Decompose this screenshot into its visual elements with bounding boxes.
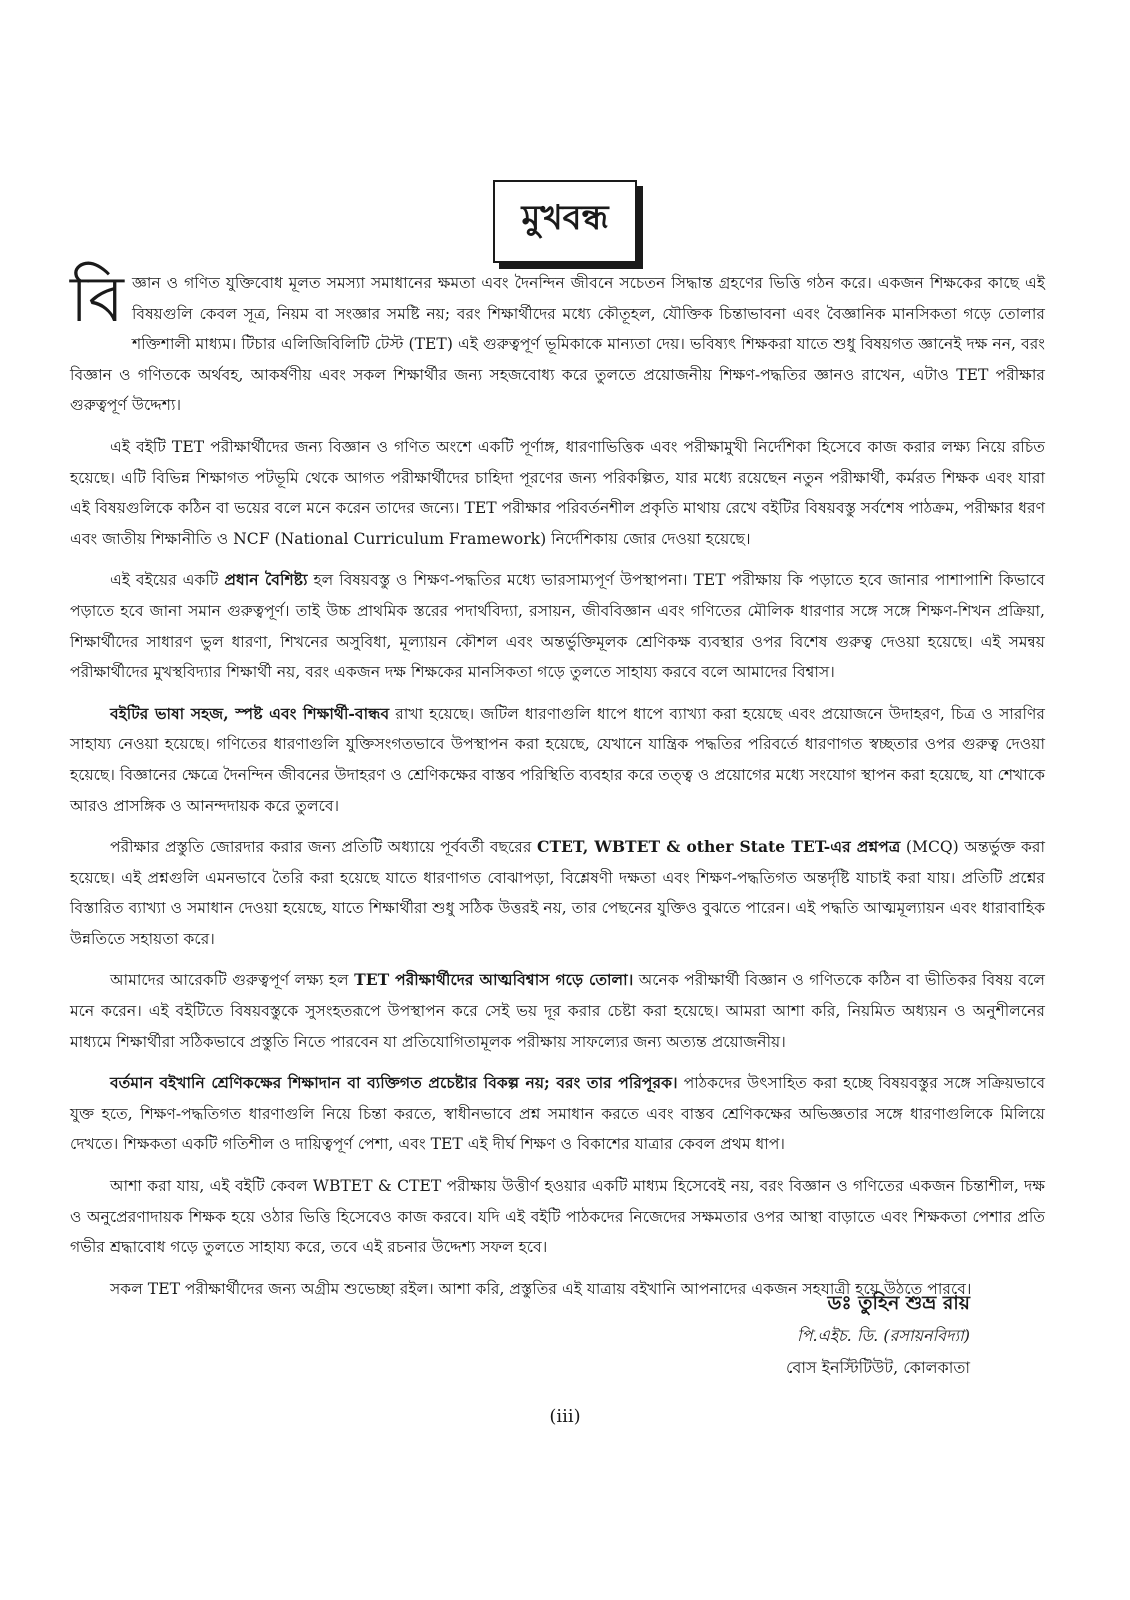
emphasis-text: প্রধান বৈশিষ্ট্য <box>224 570 308 590</box>
emphasis-text: বর্তমান বইখানি শ্রেণিকক্ষের শিক্ষাদান বা ব্যক্তিগত প্রচেষ্টার বিকল্প নয়; বরং তার পরিপূরক। <box>110 1073 678 1093</box>
paragraph-text: রাখা হয়েছে। জটিল ধারণাগুলি ধাপে ধাপে ব্যাখ্যা করা হয়েছে এবং প্রয়োজনে উদাহরণ, চিত্র ও সারণির সাহায্য নেওয়া হয়েছে। গণিতের ধারণাগুলি যুক্তিসংগতভাবে উপস্থাপন করা হয়েছে, যেখানে যান্ত্রিক পদ্ধতির পরিবর্তে ধারণাগত স্বচ্ছতার ওপর গুরুত্ব দেওয়া হয়েছে। বিজ্ঞানের ক্ষেত্রে দৈনন্দিন জীবনের উদাহরণ ও শ্রেণিকক্ষের বাস্তব পরিস্থিতি ব্যবহার করে তত্ত্ব ও প্রয়োগের মধ্যে সংযোগ স্থাপন করা হয়েছে, যা শেখাকে আরও প্রাসঙ্গিক ও আনন্দদায়ক করে তুলবে। <box>70 704 1045 815</box>
author-name: ডঃ তুহিন শুভ্র রায় <box>827 1292 970 1314</box>
paragraph <box>70 1068 1045 1160</box>
drop-cap: বি <box>70 263 124 337</box>
paragraph-text: সকল TET পরীক্ষার্থীদের জন্য অগ্রীম শুভেচ্ছা রইল। আশা করি, প্রস্তুতির এই যাত্রায় বইখানি আপনাদের একজন সহযাত্রী হয়ে উঠতে পারবে। <box>110 1279 972 1298</box>
paragraph <box>70 965 1045 1057</box>
page-number: (iii) <box>549 1406 581 1427</box>
author-institute: বোস ইনস্টিটিউট, কোলকাতা <box>785 1358 970 1377</box>
paragraph-text: পরীক্ষার প্রস্তুতি জোরদার করার জন্য প্রতিটি অধ্যায়ে পূর্ববর্তী বছরের <box>110 838 538 857</box>
paragraph-text: আমাদের আরেকটি গুরুত্বপূর্ণ লক্ষ্য হল <box>110 971 355 990</box>
paragraph-text: এই বইয়ের একটি <box>110 571 225 590</box>
paragraph-text: হল বিষয়বস্তু ও শিক্ষণ-পদ্ধতির মধ্যে ভারসাম্যপূর্ণ উপস্থাপনা। TET পরীক্ষায় কি পড়াতে হবে জানার পাশাপাশি কিভাবে পড়াতে হবে জানা সমান গুরুত্বপূর্ণ। তাই উচ্চ প্রাথমিক স্তরের পদার্থবিদ্যা, রসায়ন, জীববিজ্ঞান এবং গণিতের মৌলিক ধারণার সঙ্গে সঙ্গে শিক্ষণ-শিখন প্রক্রিয়া, শিক্ষার্থীদের সাধারণ ভুল ধারণা, শিখনের অসুবিধা, মূল্যায়ন কৌশল এবং অন্তর্ভুক্তিমূলক শ্রেণিকক্ষ ব্যবস্থার ওপর বিশেষ গুরুত্ব দেওয়া হয়েছে। এই সমন্বয় পরীক্ষার্থীদের মুখস্থবিদ্যার শিক্ষার্থী নয়, বরং একজন দক্ষ শিক্ষকের মানসিকতা গড়ে তুলতে সাহায্য করবে বলে আমাদের বিশ্বাস। <box>70 571 1045 682</box>
title-container <box>0 180 1130 263</box>
paragraph <box>70 263 1045 421</box>
emphasis-text: TET পরীক্ষার্থীদের আত্মবিশ্বাস গড়ে তোলা। <box>354 970 634 990</box>
paragraph-text: (MCQ) অন্তর্ভুক্ত করা হয়েছে। এই প্রশ্নগুলি এমনভাবে তৈরি করা হয়েছে যাতে ধারণাগত বোঝাপড়া, বিশ্লেষণী দক্ষতা এবং শিক্ষণ-পদ্ধতিগত অন্তর্দৃষ্টি যাচাই করা যায়। প্রতিটি প্রশ্নের বিস্তারিত ব্যাখ্যা ও সমাধান দেওয়া হয়েছে, যাতে শিক্ষার্থীরা শুধু সঠিক উত্তরই নয়, তার পেছনের যুক্তিও বুঝতে পারেন। এই পদ্ধতি আত্মমূল্যায়ন এবং ধারাবাহিক উন্নতিতে সহায়তা করে। <box>70 838 1045 948</box>
paragraph-text: জ্ঞান ও গণিত যুক্তিবোধ মূলত সমস্যা সমাধানের ক্ষমতা এবং দৈনন্দিন জীবনে সচেতন সিদ্ধান্ত গ্রহণের ভিত্তি গঠন করে। একজন শিক্ষকের কাছে এই বিষয়গুলি কেবল সূত্র, নিয়ম বা সংজ্ঞার সমষ্টি নয়; বরং শিক্ষার্থীদের মধ্যে কৌতূহল, যৌক্তিক চিন্তাভাবনা এবং বৈজ্ঞানিক মানসিকতা গড়ে তোলার শক্তিশালী মাধ্যম। টিচার এলিজিবিলিটি টেস্ট (TET) এই গুরুত্বপূর্ণ ভূমিকাকে মান্যতা দেয়। ভবিষ্যৎ শিক্ষকরা যাতে শুধু বিষয়গত জ্ঞানেই দক্ষ নন, বরং বিজ্ঞান ও গণিতকে অর্থবহ, আকর্ষণীয় এবং সকল শিক্ষার্থীর জন্য সহজবোধ্য করে তুলতে প্রয়োজনীয় শিক্ষণ-পদ্ধতির জ্ঞানও রাখেন, এটাও TET পরীক্ষার গুরুত্বপূর্ণ উদ্দেশ্য। <box>70 274 1045 415</box>
paragraph <box>70 565 1045 687</box>
author-degree: পি.এইচ. ডি. (রসায়নবিদ্যা) <box>797 1326 970 1345</box>
signature-block <box>786 1286 970 1384</box>
page-title: মুখবন্ধ <box>493 180 636 263</box>
paragraph-text: পাঠকদের উৎসাহিত করা হচ্ছে বিষয়বস্তুর সঙ্গে সক্রিয়ভাবে যুক্ত হতে, শিক্ষণ-পদ্ধতিগত ধারণাগুলি নিয়ে চিন্তা করতে, স্বাধীনভাবে প্রশ্ন সমাধান করতে এবং বাস্তব শ্রেণিকক্ষের অভিজ্ঞতার সঙ্গে ধারণাগুলিকে মিলিয়ে দেখতে। শিক্ষকতা একটি গতিশীল ও দায়িত্বপূর্ণ পেশা, এবং TET এই দীর্ঘ শিক্ষণ ও বিকাশের যাত্রার কেবল প্রথম ধাপ। <box>70 1074 1045 1154</box>
emphasis-text: CTET, WBTET & other State TET-এর প্রশ্নপত্র <box>537 837 901 857</box>
paragraph-text: এই বইটি TET পরীক্ষার্থীদের জন্য বিজ্ঞান ও গণিত অংশে একটি পূর্ণাঙ্গ, ধারণাভিত্তিক এবং পরীক্ষামুখী নির্দেশিকা হিসেবে কাজ করার লক্ষ্য নিয়ে রচিত হয়েছে। এটি বিভিন্ন শিক্ষাগত পটভূমি থেকে আগত পরীক্ষার্থীদের চাহিদা পূরণের জন্য পরিকল্পিত, যার মধ্যে রয়েছেন নতুন পরীক্ষার্থী, কর্মরত শিক্ষক এবং যারা এই বিষয়গুলিকে কঠিন বা ভয়ের বলে মনে করেন তাদের জন্যে। TET পরীক্ষার পরিবর্তনশীল প্রকৃতি মাথায় রেখে বইটির বিষয়বস্তু সর্বশেষ পাঠক্রম, পরীক্ষার ধরণ এবং জাতীয় শিক্ষানীতি ও NCF (National Curriculum Framework) নির্দেশিকায় জোর দেওয়া হয়েছে। <box>70 437 1045 548</box>
paragraph <box>70 432 1045 554</box>
paragraph <box>70 699 1045 821</box>
paragraph <box>70 832 1045 954</box>
emphasis-text: বইটির ভাষা সহজ, স্পষ্ট এবং শিক্ষার্থী-বান্ধব <box>110 703 390 723</box>
paragraph-text: আশা করা যায়, এই বইটি কেবল WBTET & CTET পরীক্ষায় উত্তীর্ণ হওয়ার একটি মাধ্যম হিসেবেই নয়, বরং বিজ্ঞান ও গণিতের একজন চিন্তাশীল, দক্ষ ও অনুপ্রেরণাদায়ক শিক্ষক হয়ে ওঠার ভিত্তি হিসেবেও কাজ করবে। যদি এই বইটি পাঠকদের নিজেদের সক্ষমতার ওপর আস্থা বাড়াতে এবং শিক্ষকতা পেশার প্রতি গভীর শ্রদ্ধাবোধ গড়ে তুলতে সাহায্য করে, তবে এই রচনার উদ্দেশ্য সফল হবে। <box>70 1177 1045 1257</box>
preface-body <box>70 263 1046 1315</box>
paragraph-text: অনেক পরীক্ষার্থী বিজ্ঞান ও গণিতকে কঠিন বা ভীতিকর বিষয় বলে মনে করেন। এই বইটিতে বিষয়বস্তুকে সুসংহতরূপে উপস্থাপন করে সেই ভয় দূর করার চেষ্টা করা হয়েছে। আমরা আশা করি, নিয়মিত অধ্যয়ন ও অনুশীলনের মাধ্যমে শিক্ষার্থীরা সঠিকভাবে প্রস্তুতি নিতে পারবেন যা প্রতিযোগিতামূলক পরীক্ষায় সাফল্যের জন্য অত্যন্ত প্রয়োজনীয়। <box>70 971 1046 1051</box>
paragraph <box>70 1171 1045 1263</box>
